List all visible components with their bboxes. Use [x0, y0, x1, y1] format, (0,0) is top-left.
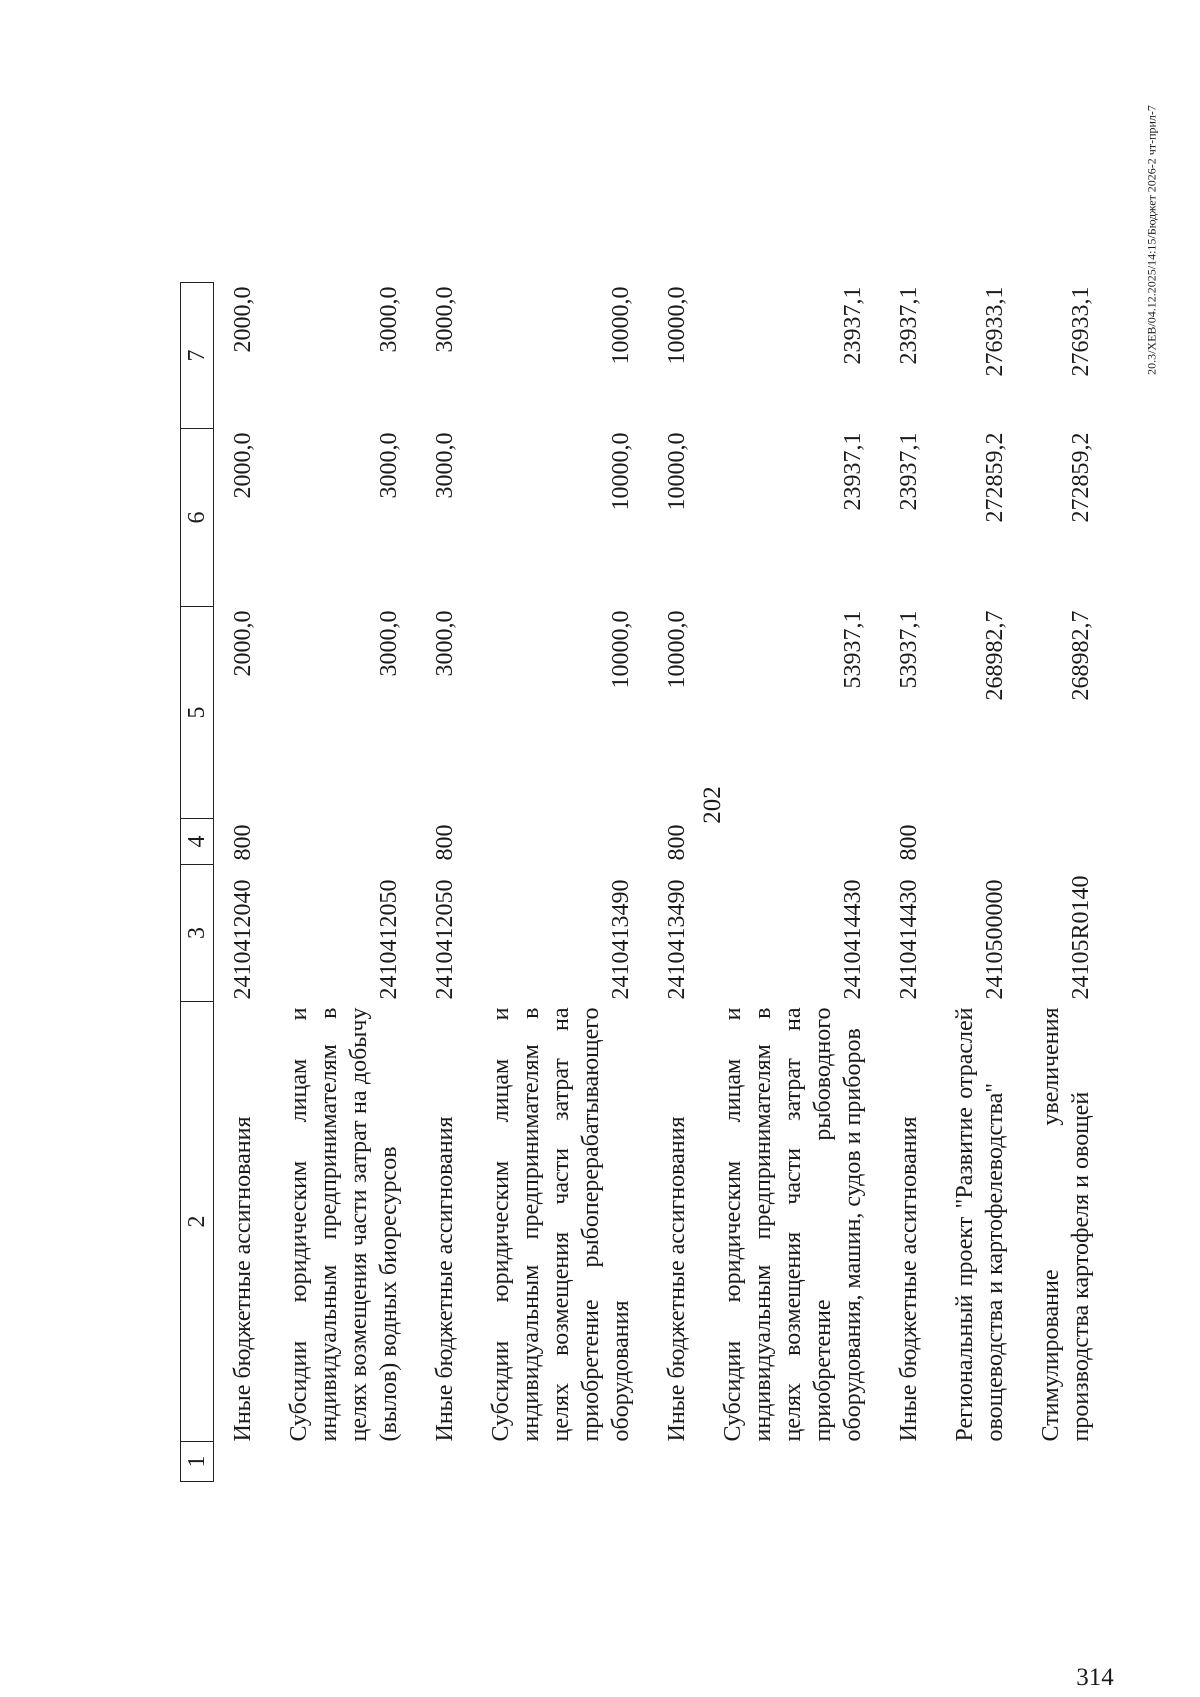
page-number: 202	[699, 786, 726, 824]
table-header	[181, 283, 214, 1482]
row-expense-type: 800	[896, 824, 922, 861]
row-name: Субсидии юридическим лицам и индивидуальным предпринимателям в целях возмещения части затрат на добычу (вылов) водных биоресурсов	[286, 1007, 402, 1442]
header-col-6: 6	[181, 429, 214, 607]
row-name: Стимулирование увеличения производства картофеля и овощей	[1038, 1007, 1094, 1442]
header-col-5: 5	[181, 607, 214, 819]
row-value-5: 53937,1	[840, 610, 866, 689]
row-expense-type: 800	[230, 824, 256, 861]
row-expense-type: 800	[664, 824, 690, 861]
row-code: 2410412050	[376, 879, 402, 1000]
row-name: Иные бюджетные ассигнования	[432, 1116, 458, 1442]
row-value-7: 2000,0	[230, 286, 256, 353]
row-value-6: 3000,0	[376, 432, 402, 499]
row-value-6: 272859,2	[982, 432, 1008, 523]
row-name: Иные бюджетные ассигнования	[664, 1116, 690, 1442]
table-row	[472, 283, 648, 1482]
row-value-5: 10000,0	[608, 610, 634, 689]
row-value-5: 3000,0	[376, 610, 402, 677]
table-row	[270, 283, 416, 1482]
rotated-table-container	[180, 67, 1200, 1482]
table-body	[214, 283, 1109, 1482]
table-row	[880, 283, 936, 1482]
row-code: 2410414430	[840, 879, 866, 1000]
table-row	[648, 283, 704, 1482]
budget-table	[180, 282, 1108, 1482]
row-name: Региональный проект "Развитие отраслей овощеводства и картофелеводства"	[952, 1007, 1008, 1442]
row-value-6: 10000,0	[664, 432, 690, 511]
sheet-number: 314	[1076, 1664, 1114, 1691]
row-name: Иные бюджетные ассигнования	[230, 1116, 256, 1442]
row-value-6: 3000,0	[432, 432, 458, 499]
row-value-5: 2000,0	[230, 610, 256, 677]
header-col-3: 3	[181, 865, 214, 1002]
row-expense-type	[472, 819, 648, 865]
row-value-7: 23937,1	[840, 286, 866, 365]
table-row	[704, 283, 880, 1482]
header-col-2: 2	[181, 1002, 214, 1442]
row-name: Субсидии юридическим лицам и индивидуальным предпринимателям в целях возмещения части затрат на приобретение рыбоперерабатывающего оборудования	[488, 1007, 634, 1442]
row-value-5: 268982,7	[982, 610, 1008, 701]
row-expense-type	[1022, 819, 1108, 865]
header-col-4: 4	[181, 819, 214, 865]
table-row	[416, 283, 472, 1482]
row-code: 2410413490	[664, 879, 690, 1000]
row-value-6: 10000,0	[608, 432, 634, 511]
row-code: 2410413490	[608, 879, 634, 1000]
row-expense-type	[704, 819, 880, 865]
row-value-7: 3000,0	[376, 286, 402, 353]
row-expense-type: 800	[432, 824, 458, 861]
row-value-6: 2000,0	[230, 432, 256, 499]
row-value-7: 10000,0	[664, 286, 690, 365]
row-value-6: 23937,1	[896, 432, 922, 511]
table-row	[1022, 283, 1108, 1482]
header-row	[181, 283, 214, 1482]
row-value-7: 276933,1	[982, 286, 1008, 377]
row-code: 2410412040	[230, 879, 256, 1000]
row-value-5: 10000,0	[664, 610, 690, 689]
row-code: 2410412050	[432, 879, 458, 1000]
row-expense-type	[270, 819, 416, 865]
footer-code: 20.3/ХЕВ/04.12.2025/14:15/Бюджет 2026-2 чт-прил-7	[1144, 105, 1159, 375]
row-value-7: 23937,1	[896, 286, 922, 365]
row-value-6: 272859,2	[1068, 432, 1094, 523]
table-row	[936, 283, 1022, 1482]
row-code: 24105R0140	[1068, 875, 1094, 1000]
header-col-1: 1	[181, 1442, 214, 1482]
row-value-5: 268982,7	[1068, 610, 1094, 701]
row-value-7: 3000,0	[432, 286, 458, 353]
row-value-7: 276933,1	[1068, 286, 1094, 377]
row-value-5: 53937,1	[896, 610, 922, 689]
row-value-6: 23937,1	[840, 432, 866, 511]
row-expense-type	[936, 819, 1022, 865]
row-name: Субсидии юридическим лицам и индивидуальным предпринимателям в целях возмещения части затрат на приобретение рыбоводного оборудования, машин, судов и приборов	[720, 1007, 866, 1442]
row-code: 2410500000	[982, 879, 1008, 1000]
header-col-7: 7	[181, 283, 214, 429]
row-name: Иные бюджетные ассигнования	[896, 1116, 922, 1442]
table-row	[214, 283, 271, 1482]
row-value-5: 3000,0	[432, 610, 458, 677]
row-value-7: 10000,0	[608, 286, 634, 365]
row-code: 2410414430	[896, 879, 922, 1000]
